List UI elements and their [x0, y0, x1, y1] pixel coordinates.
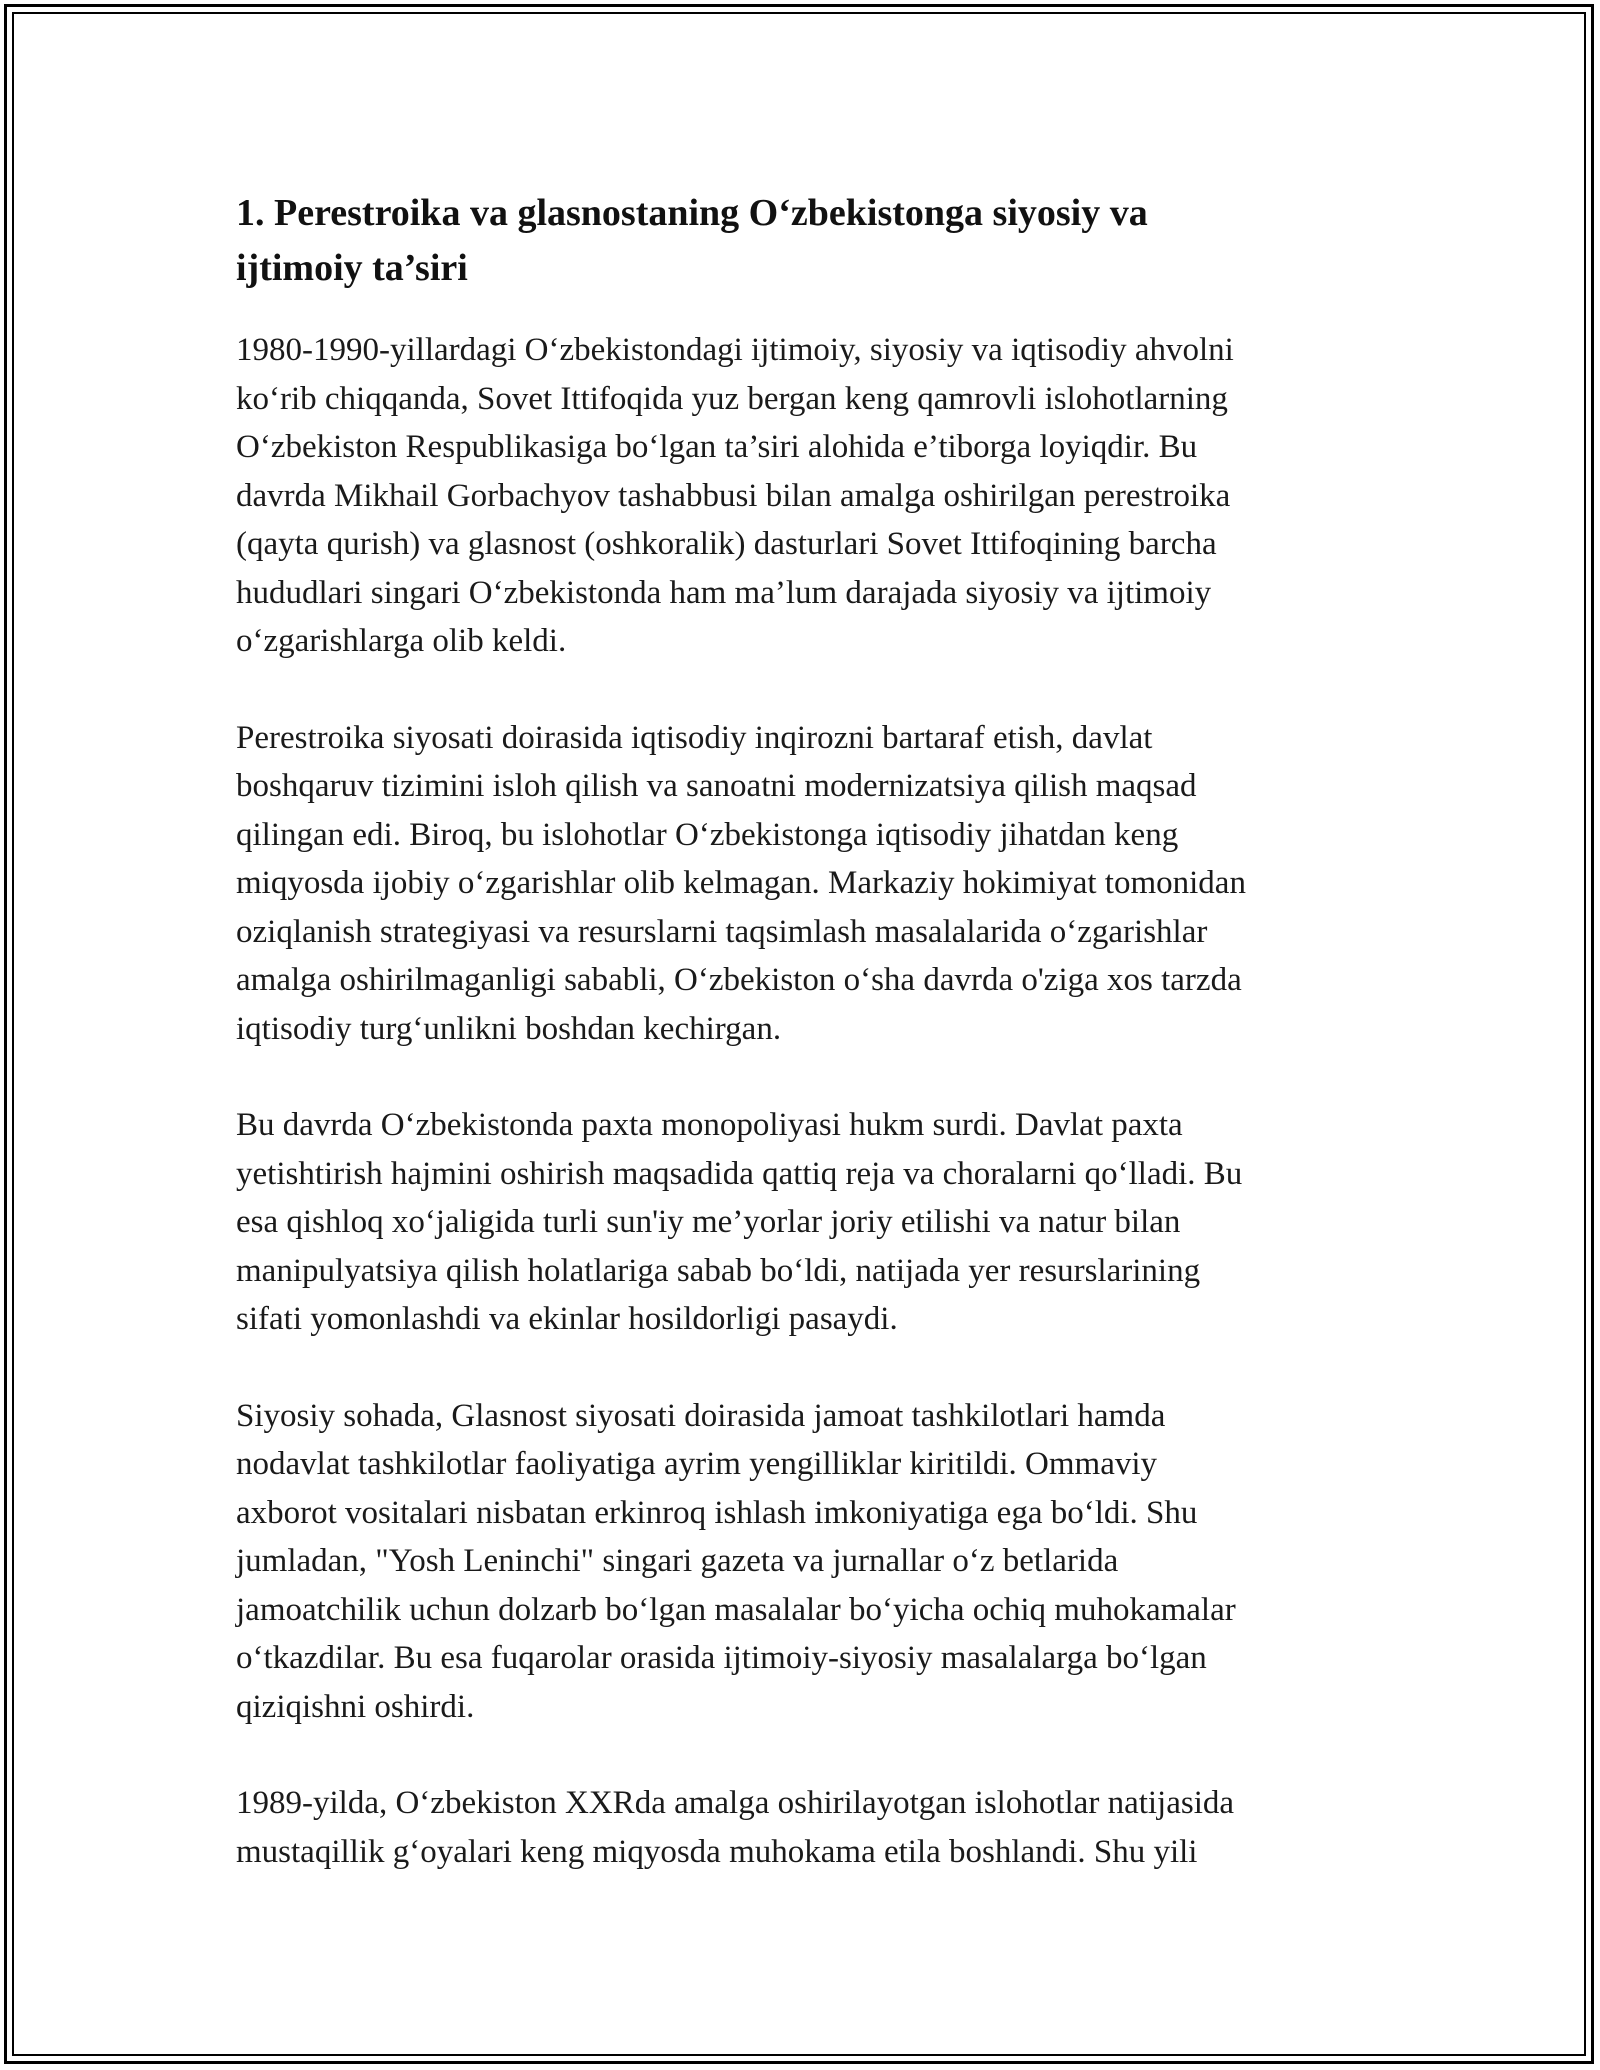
heading-line: ijtimoiy ta’siri: [236, 247, 468, 289]
paragraph-line: Perestroika siyosati doirasida iqtisodiy inqirozni bartaraf etish, davlat: [236, 719, 1153, 756]
paragraph-line: oziqlanish strategiyasi va resurslarni taqsimlash masalalarida o‘zgarishlar: [236, 913, 1208, 950]
paragraph-line: axborot vositalari nisbatan erkinroq ishlash imkoniyatiga ega bo‘ldi. Shu: [236, 1494, 1198, 1531]
paragraph-line: (qayta qurish) va glasnost (oshkoralik) dasturlari Sovet Ittifoqining barcha: [236, 526, 1217, 562]
paragraph-1: [236, 326, 1376, 666]
paragraph-line: nodavlat tashkilotlar faoliyatiga ayrim yengilliklar kiritildi. Ommaviy: [236, 1446, 1158, 1482]
paragraph-line: qiziqishni oshirdi.: [236, 1688, 475, 1725]
heading-line: 1. Perestroika va glasnostaning O‘zbekistonga siyosiy va: [236, 192, 1148, 234]
paragraph-line: amalga oshirilmaganligi sababli, O‘zbekiston o‘sha davrda o'ziga xos tarzda: [236, 962, 1242, 998]
paragraph-line: O‘zbekiston Respublikasiga bo‘lgan ta’siri alohida e’tiborga loyiqdir. Bu: [236, 429, 1198, 465]
paragraph-5: [236, 1779, 1376, 1876]
paragraph-line: qilingan edi. Biroq, bu islohotlar O‘zbekistonga iqtisodiy jihatdan keng: [236, 816, 1179, 853]
paragraph-line: Bu davrda O‘zbekistonda paxta monopoliyasi hukm surdi. Davlat paxta: [236, 1107, 1183, 1143]
paragraph-line: hududlari singari O‘zbekistonda ham ma’lum darajada siyosiy va ijtimoiy: [236, 574, 1212, 611]
paragraph-4: [236, 1392, 1376, 1732]
paragraph-line: ko‘rib chiqqanda, Sovet Ittifoqida yuz bergan keng qamrovli islohotlarning: [236, 380, 1228, 417]
section-heading: [236, 186, 1376, 296]
paragraph-line: 1989-yilda, O‘zbekiston XXRda amalga oshirilayotgan islohotlar natijasida: [236, 1785, 1235, 1821]
paragraph-line: jamoatchilik uchun dolzarb bo‘lgan masalalar bo‘yicha ochiq muhokamalar: [236, 1591, 1236, 1628]
paragraph-line: 1980-1990-yillardagi O‘zbekistondagi ijtimoiy, siyosiy va iqtisodiy ahvolni: [236, 332, 1234, 368]
paragraph-line: esa qishloq xo‘jaligida turli sun'iy me’yorlar joriy etilishi va natur bilan: [236, 1204, 1181, 1240]
paragraph-line: o‘zgarishlarga olib keldi.: [236, 623, 567, 659]
paragraph-line: iqtisodiy turg‘unlikni boshdan kechirgan.: [236, 1010, 782, 1047]
paragraph-2: [236, 714, 1376, 1054]
paragraph-line: manipulyatsiya qilish holatlariga sabab bo‘ldi, natijada yer resurslarining: [236, 1252, 1201, 1289]
paragraph-line: miqyosda ijobiy o‘zgarishlar olib kelmagan. Markaziy hokimiyat tomonidan: [236, 865, 1246, 901]
paragraph-line: davrda Mikhail Gorbachyov tashabbusi bilan amalga oshirilgan perestroika: [236, 477, 1231, 514]
paragraph-line: mustaqillik g‘oyalari keng miqyosda muhokama etila boshlandi. Shu yili: [236, 1833, 1198, 1870]
paragraph-line: boshqaruv tizimini isloh qilish va sanoatni modernizatsiya qilish maqsad: [236, 768, 1197, 804]
paragraph-line: jumladan, "Yosh Leninchi" singari gazeta va jurnallar o‘z betlarida: [236, 1543, 1119, 1579]
paragraph-3: [236, 1101, 1376, 1344]
paragraph-line: yetishtirish hajmini oshirish maqsadida qattiq reja va choralarni qo‘lladi. Bu: [236, 1155, 1243, 1192]
paragraph-line: o‘tkazdilar. Bu esa fuqarolar orasida ijtimoiy-siyosiy masalalarga bo‘lgan: [236, 1640, 1207, 1676]
paragraph-line: Siyosiy sohada, Glasnost siyosati doirasida jamoat tashkilotlari hamda: [236, 1397, 1166, 1434]
paragraph-line: sifati yomonlashdi va ekinlar hosildorligi pasaydi.: [236, 1301, 898, 1337]
document-body: [236, 186, 1376, 1924]
